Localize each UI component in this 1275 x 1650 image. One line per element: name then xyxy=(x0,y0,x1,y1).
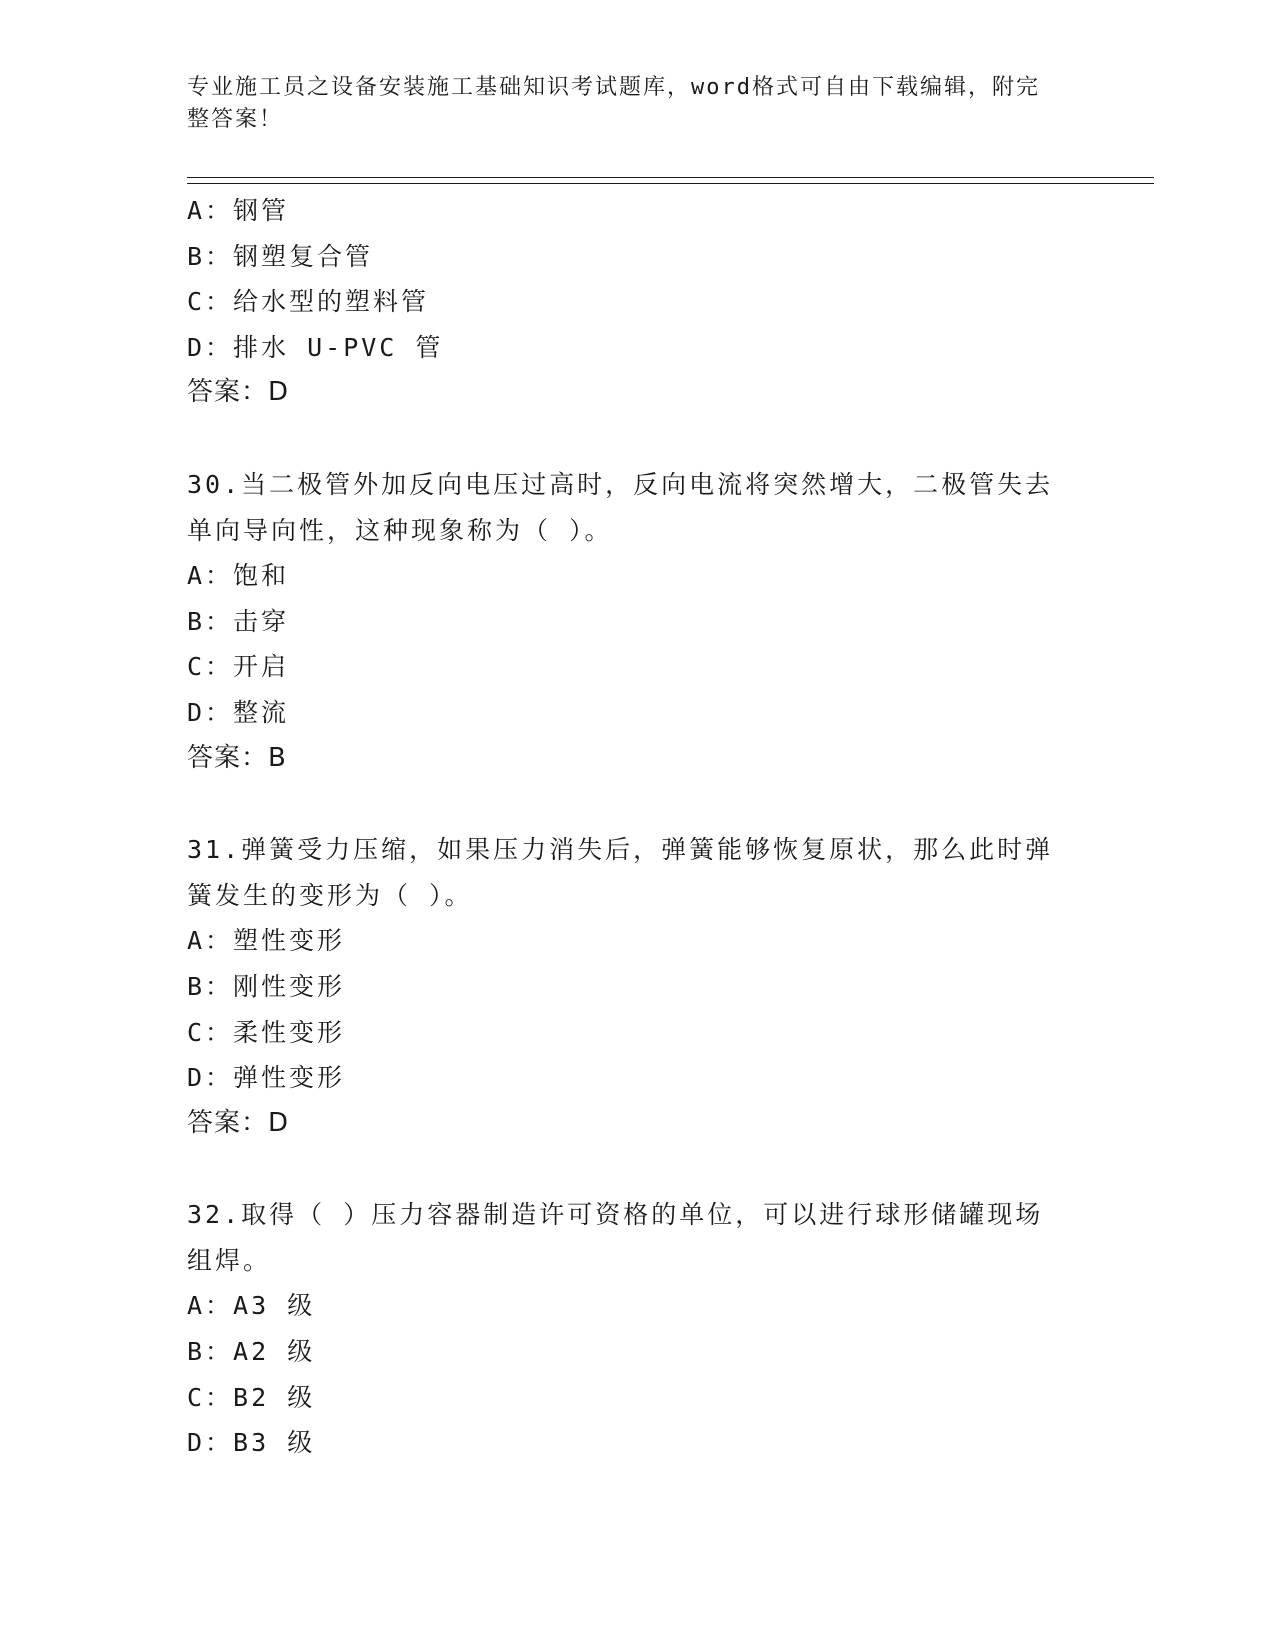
question-32 xyxy=(187,1192,1087,1466)
question-30 xyxy=(187,462,1087,781)
question-stem-line-2: 单向导向性，这种现象称为（ ）。 xyxy=(187,515,613,545)
option-b: B：击穿 xyxy=(187,606,290,636)
question-stem xyxy=(187,827,1087,918)
option-a: A：饱和 xyxy=(187,561,290,591)
question-stem-line-1: 30.当二极管外加反向电压过高时，反向电流将突然增大，二极管失去 xyxy=(187,469,1054,499)
option-d: D：弹性变形 xyxy=(187,1063,346,1093)
answer-line: 答案：D xyxy=(187,377,290,408)
option-b: B：刚性变形 xyxy=(187,971,346,1001)
option-c: C：B2 级 xyxy=(187,1382,316,1412)
option-c: C：柔性变形 xyxy=(187,1017,346,1047)
option-a: A：塑性变形 xyxy=(187,926,346,956)
answer-line: 答案：B xyxy=(187,742,287,773)
question-stem-line-2: 组焊。 xyxy=(187,1245,272,1275)
option-b: B：A2 级 xyxy=(187,1337,316,1367)
option-a: A：A3 级 xyxy=(187,1291,316,1321)
option-d: D：整流 xyxy=(187,697,290,727)
question-31 xyxy=(187,827,1087,1146)
option-d: D：排水 U-PVC 管 xyxy=(187,332,444,362)
option-c: C：给水型的塑料管 xyxy=(187,287,430,317)
header-double-rule xyxy=(187,177,1154,184)
question-29 xyxy=(187,188,1087,416)
option-b: B：钢塑复合管 xyxy=(187,241,374,271)
answer-line: 答案：D xyxy=(187,1107,290,1138)
question-list xyxy=(187,188,1087,1466)
question-stem-line-2: 簧发生的变形为（ ）。 xyxy=(187,880,473,910)
option-a: A：钢管 xyxy=(187,196,290,225)
question-stem-line-1: 31.弹簧受力压缩，如果压力消失后，弹簧能够恢复原状，那么此时弹 xyxy=(187,835,1054,865)
option-d: D：B3 级 xyxy=(187,1428,316,1458)
question-stem xyxy=(187,1192,1087,1283)
question-stem-line-1: 32.取得（ ）压力容器制造许可资格的单位，可以进行球形储罐现场 xyxy=(187,1200,1044,1230)
question-stem xyxy=(187,462,1087,553)
header-title-line-1: 专业施工员之设备安装施工基础知识考试题库，word格式可自由下载编辑，附完 xyxy=(187,75,1040,100)
option-c: C：开启 xyxy=(187,652,290,682)
header-title-line-2: 整答案！ xyxy=(187,107,284,132)
document-header xyxy=(187,72,1067,136)
